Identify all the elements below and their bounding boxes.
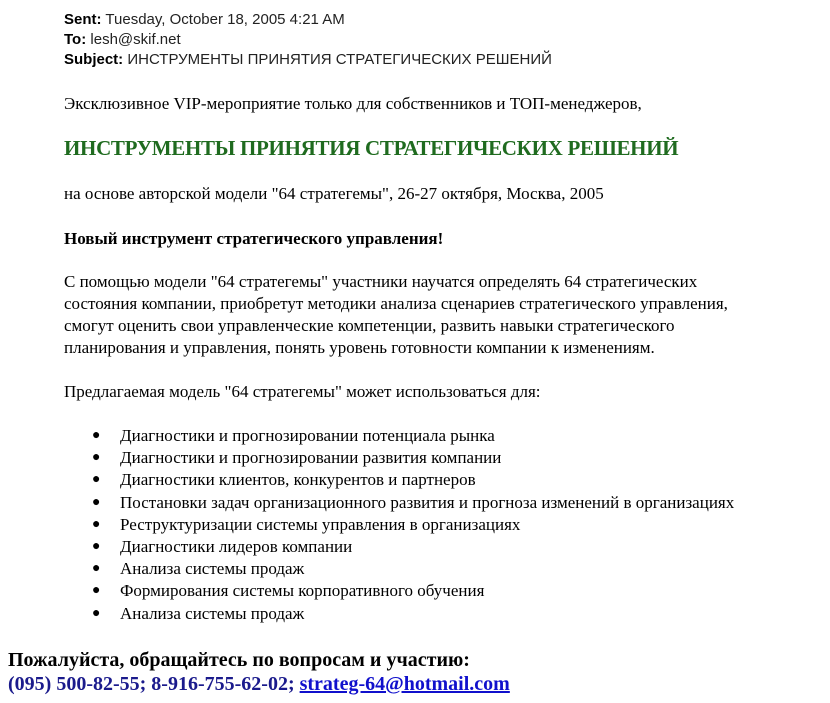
bullet-icon: ● <box>92 516 101 532</box>
description-line-4: планирования и управления, понять уровень готовности компании к изменениям. <box>64 338 655 357</box>
basis-text: на основе авторской модели "64 стратегемы", 26-27 октября, Москва, 2005 <box>64 184 604 203</box>
sent-value: Tuesday, October 18, 2005 4:21 AM <box>105 11 345 28</box>
usage-list <box>92 425 734 625</box>
bullet-icon: ● <box>92 450 101 466</box>
list-item-text: Постановки задач организационного развития и прогноза изменений в организациях <box>120 492 735 512</box>
to-value[interactable]: lesh@skif.net <box>90 31 181 48</box>
intro-text: Эксклюзивное VIP-мероприятие только для собственников и ТОП-менеджеров, <box>64 94 642 113</box>
sent-label: Sent: <box>64 11 102 28</box>
list-item <box>92 425 734 447</box>
description-line-3: смогут оценить свои управленческие компетенции, развить навыки стратегического <box>64 316 675 335</box>
list-item-text: Диагностики и прогнозировании потенциала рынка <box>120 426 495 445</box>
description-line-1: С помощью модели "64 стратегемы" участники научатся определять 64 стратегических <box>64 272 698 291</box>
list-item-text: Анализа системы продаж <box>120 559 305 579</box>
subject-value: ИНСТРУМЕНТЫ ПРИНЯТИЯ СТРАТЕГИЧЕСКИХ РЕШЕНИЙ <box>127 51 552 68</box>
bullet-icon: ● <box>92 538 101 554</box>
list-item-text: Реструктуризации системы управления в организациях <box>120 514 521 534</box>
list-item <box>92 580 734 602</box>
new-tool-heading: Новый инструмент стратегического управления! <box>64 229 444 248</box>
list-item <box>92 469 734 491</box>
contact-line <box>8 672 510 696</box>
list-item <box>92 558 734 580</box>
bullet-icon: ● <box>92 494 101 510</box>
contact-prompt: Пожалуйста, обращайтесь по вопросам и участию: <box>8 649 470 671</box>
event-title: ИНСТРУМЕНТЫ ПРИНЯТИЯ СТРАТЕГИЧЕСКИХ РЕШЕНИЙ <box>64 136 679 160</box>
bullet-icon: ● <box>92 561 101 577</box>
bullet-icon: ● <box>92 605 101 621</box>
bullet-icon: ● <box>92 472 101 488</box>
bullet-icon: ● <box>92 428 101 443</box>
list-item <box>92 514 734 536</box>
list-item-text: Диагностики клиентов, конкурентов и партнеров <box>120 470 476 490</box>
subject-label: Subject: <box>64 51 124 68</box>
to-row <box>64 31 181 49</box>
list-item <box>92 492 734 514</box>
contact-phones: (095) 500-82-55; 8-916-755-62-02; <box>8 673 295 695</box>
contact-email-link[interactable]: strateg-64@hotmail.com <box>299 673 510 695</box>
subject-row <box>64 51 552 69</box>
description-line-2: состояния компании, приобретут методики анализа сценариев стратегического управления, <box>64 294 728 313</box>
list-item <box>92 447 734 469</box>
to-label: To: <box>64 31 87 48</box>
list-item <box>92 536 734 558</box>
list-item-text: Диагностики лидеров компании <box>120 536 353 556</box>
usage-intro: Предлагаемая модель "64 стратегемы" может использоваться для: <box>64 382 541 401</box>
sent-row <box>64 11 345 29</box>
bullet-icon: ● <box>92 583 101 599</box>
list-item <box>92 603 734 625</box>
list-item-text: Анализа системы продаж <box>120 603 305 623</box>
list-item-text: Формирования системы корпоративного обучения <box>120 581 485 601</box>
list-item-text: Диагностики и прогнозировании развития компании <box>120 448 502 468</box>
